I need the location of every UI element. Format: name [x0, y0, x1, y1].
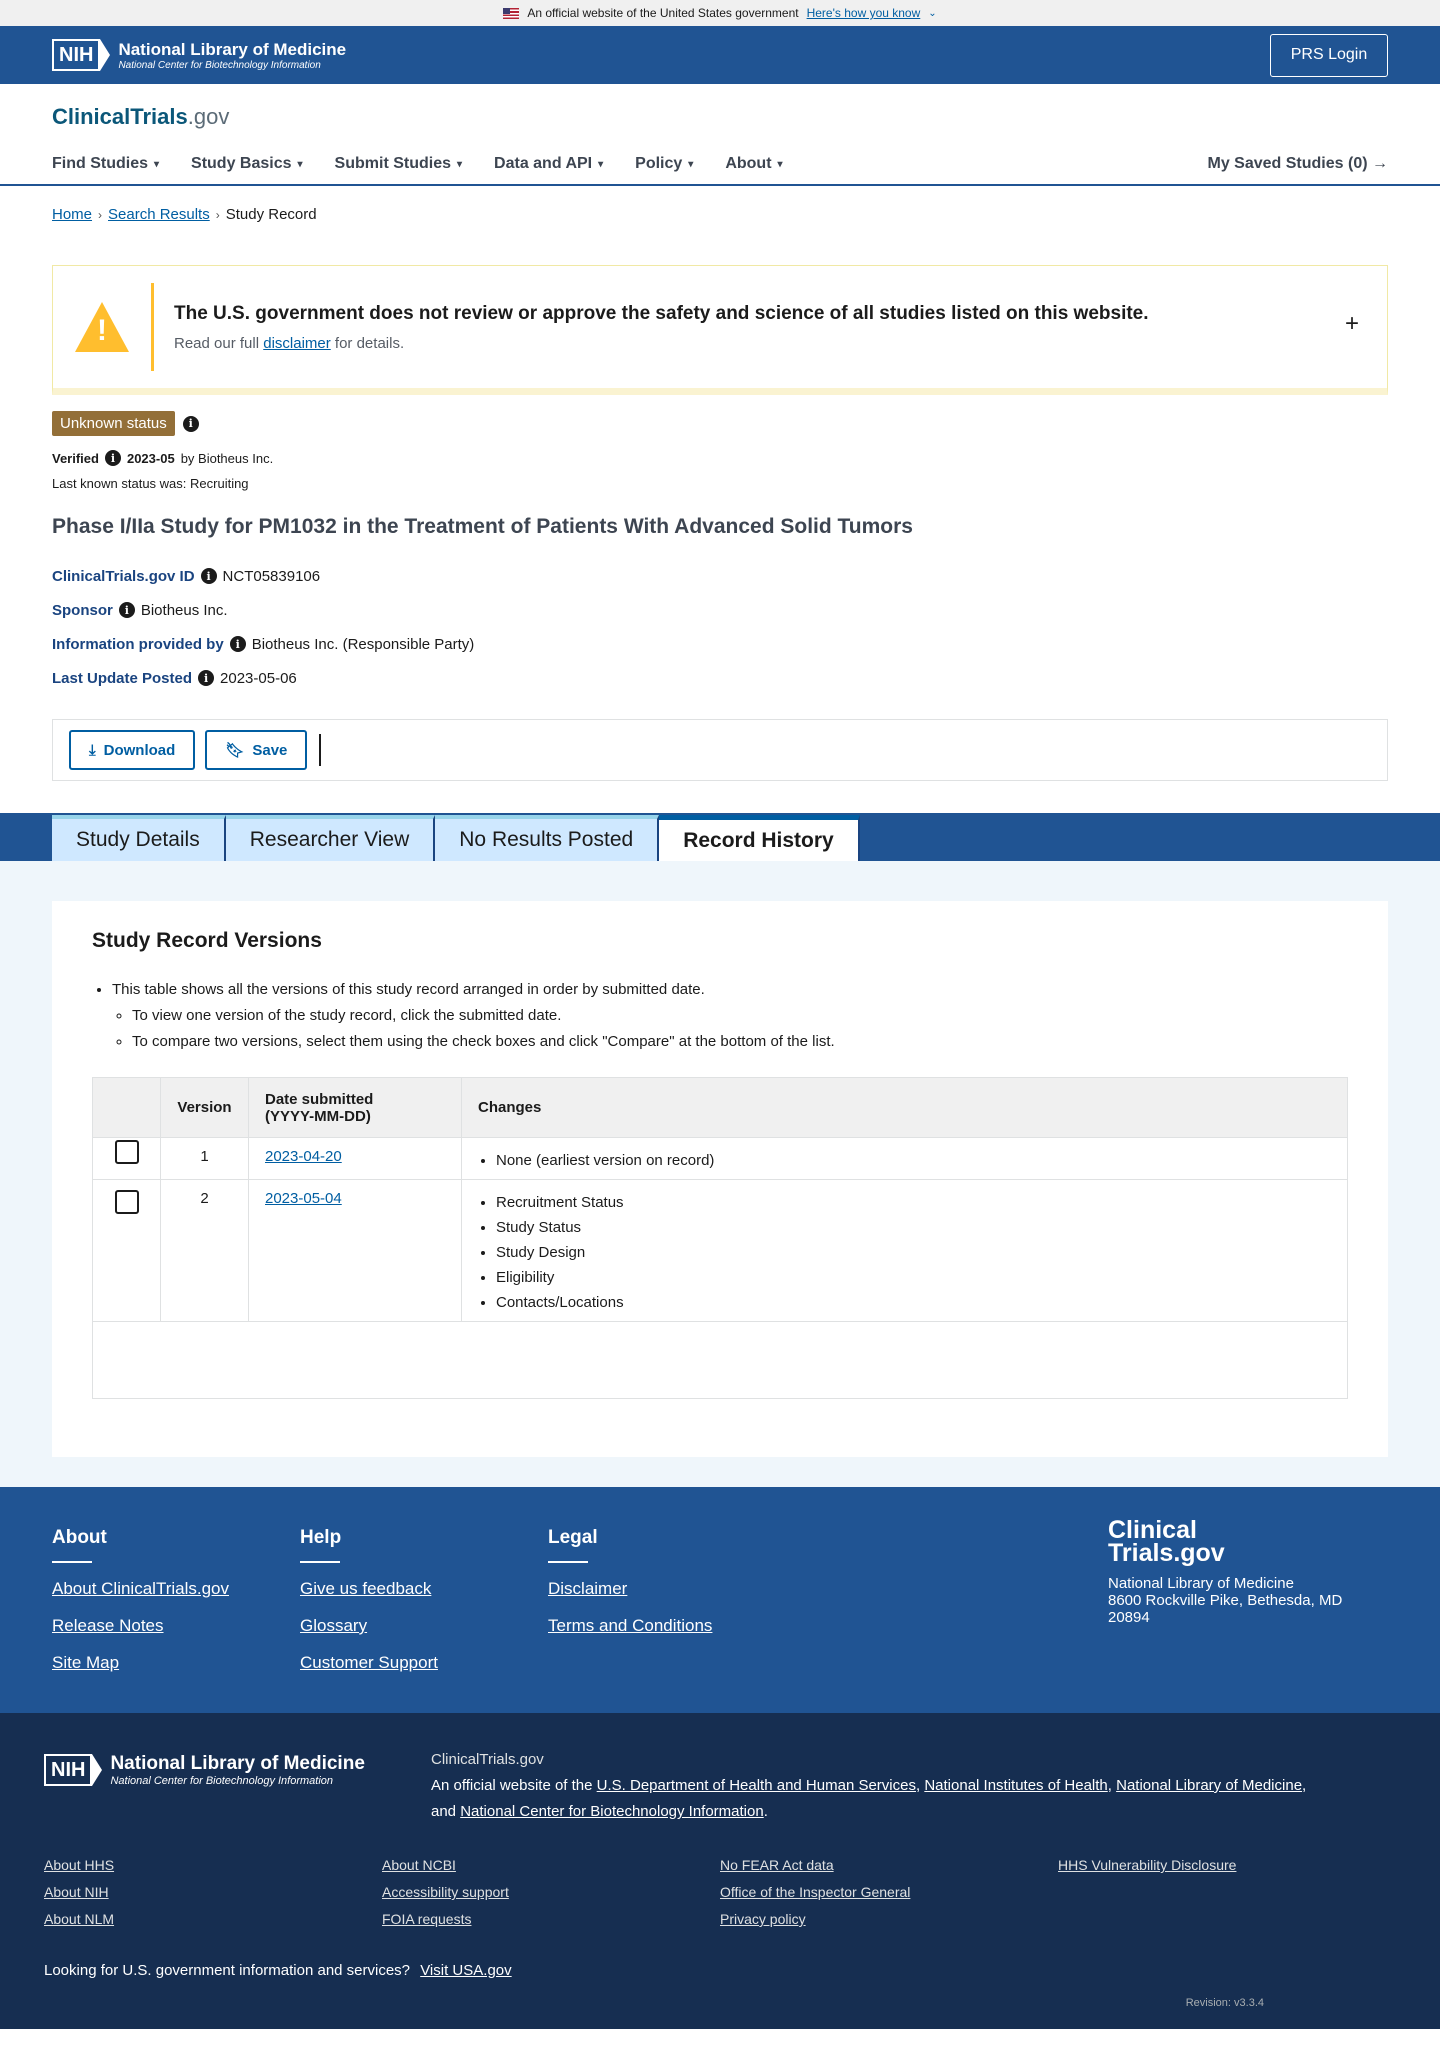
warning-icon: ! [75, 302, 129, 352]
nlm-link[interactable]: National Library of Medicine [1116, 1777, 1303, 1794]
info-icon[interactable]: i [198, 670, 214, 686]
study-actions [52, 719, 1388, 781]
footer-link[interactable]: Disclaimer [548, 1579, 628, 1598]
table-row: 2 2023-05-04 • Recruitment Status • Study Status • Study Design • Eligibility • Contacts/Locations [93, 1180, 1347, 1322]
study-status-area [0, 395, 1440, 695]
breadcrumb-current: Study Record [225, 206, 317, 223]
table-footer-empty [93, 1322, 1347, 1398]
footer-link[interactable]: Site Map [52, 1653, 120, 1672]
chevron-down-icon: ▾ [457, 158, 463, 170]
alert-title: The U.S. government does not review or approve the safety and science of all studies listed on this website. [174, 302, 1149, 324]
footer-link[interactable]: About ClinicalTrials.gov [52, 1579, 229, 1598]
download-icon: ⤓ [89, 741, 96, 759]
compare-checkbox[interactable] [115, 1190, 139, 1214]
info-icon[interactable]: i [105, 450, 121, 466]
info-icon[interactable]: i [119, 602, 135, 618]
usa-gov-line: Looking for U.S. government information and services? Visit USA.gov [44, 1962, 512, 1979]
footer-links [44, 1857, 1396, 1938]
us-flag-icon [503, 8, 519, 19]
chevron-right-icon: › [98, 207, 103, 222]
usa-gov-link[interactable]: Visit USA.gov [420, 1962, 512, 1979]
nav-find-studies[interactable]: Find Studies ▾ [52, 155, 160, 172]
nlm-footer [0, 1713, 1440, 2029]
main-nav [52, 144, 1388, 184]
save-button[interactable]: 🔖︎ Save [205, 730, 307, 770]
version-date-link[interactable]: 2023-05-04 [265, 1190, 342, 1207]
arrow-right-icon: → [1372, 155, 1388, 172]
header-date: Date submitted (YYYY-MM-DD) [249, 1078, 462, 1137]
chevron-down-icon: ⌄ [928, 7, 937, 19]
content-area [0, 861, 1440, 1487]
meta-row-sponsor: Sponsor i Biotheus Inc. [52, 601, 228, 619]
chevron-down-icon: ▾ [154, 158, 160, 170]
footer-link[interactable]: About NCBI [382, 1857, 456, 1873]
footer-link[interactable]: HHS Vulnerability Disclosure [1058, 1857, 1237, 1873]
footer-link[interactable]: About NIH [44, 1884, 109, 1900]
download-button[interactable]: ⤓ Download [69, 730, 195, 770]
footer-link[interactable]: Terms and Conditions [548, 1616, 713, 1635]
info-icon[interactable]: i [201, 568, 217, 584]
footer-link[interactable]: Privacy policy [720, 1911, 806, 1927]
site-footer [0, 1487, 1440, 1713]
my-saved-studies-link[interactable]: My Saved Studies (0) → [1207, 155, 1388, 172]
nav-about[interactable]: About ▾ [725, 155, 783, 172]
breadcrumb [0, 186, 1440, 243]
divider [319, 734, 321, 766]
footer-link[interactable]: Customer Support [300, 1653, 438, 1672]
site-header [0, 84, 1440, 186]
meta-row-nct-id: ClinicalTrials.gov ID i NCT05839106 [52, 567, 321, 585]
bookmark-icon: 🔖︎ [225, 742, 245, 759]
meta-row-provided-by: Information provided by i Biotheus Inc. (Responsible Party) [52, 635, 475, 653]
chevron-down-icon: ▾ [688, 158, 694, 170]
footer-link[interactable]: Office of the Inspector General [720, 1884, 911, 1900]
status-badge: Unknown status [52, 411, 175, 436]
chevron-right-icon: › [215, 207, 220, 222]
prs-login-button[interactable]: PRS Login [1270, 34, 1388, 77]
nlm-logo[interactable] [52, 39, 346, 71]
footer-official-info: ClinicalTrials.gov An official website of the U.S. Department of Health and Human Services, National Institutes of Health, National Library of Medicine, and National Center for Biotechnology Information. [431, 1751, 1307, 1820]
footer-link[interactable]: Accessibility support [382, 1884, 509, 1900]
footer-legal: Legal Disclaimer Terms and Conditions [548, 1527, 796, 1713]
expand-plus-icon[interactable]: + [1344, 310, 1359, 337]
verified-line: Verified i 2023-05 by Biotheus Inc. [52, 450, 274, 466]
clinicaltrials-logo[interactable]: ClinicalTrials.gov [52, 104, 230, 129]
footer-about: About About ClinicalTrials.gov Release Notes Site Map [52, 1527, 300, 1713]
breadcrumb-home[interactable]: Home [52, 206, 93, 223]
nav-policy[interactable]: Policy ▾ [635, 155, 694, 172]
ncbi-link[interactable]: National Center for Biotechnology Information [460, 1803, 764, 1820]
tab-no-results-posted[interactable]: No Results Posted [435, 815, 659, 861]
study-meta [52, 559, 1388, 695]
revision-label: Revision: v3.3.4 [1185, 1997, 1264, 2009]
header-version: Version [161, 1078, 249, 1137]
footer-link[interactable]: FOIA requests [382, 1911, 472, 1927]
footer-link[interactable]: Glossary [300, 1616, 368, 1635]
chevron-down-icon: ▾ [598, 158, 604, 170]
disclaimer-link[interactable]: disclaimer [263, 334, 331, 352]
compare-checkbox[interactable] [115, 1140, 139, 1164]
versions-title: Study Record Versions [92, 929, 322, 952]
study-tabs [0, 813, 1440, 861]
versions-table [92, 1077, 1348, 1399]
table-header [93, 1078, 1347, 1138]
info-icon[interactable]: i [230, 636, 246, 652]
header-changes: Changes [478, 1099, 542, 1116]
alert-subtext: Read our full disclaimer for details. [174, 334, 405, 352]
footer-link[interactable]: About HHS [44, 1857, 115, 1873]
study-record-versions-card [52, 901, 1388, 1457]
footer-link[interactable]: Release Notes [52, 1616, 164, 1635]
last-known-status: Last known status was: Recruiting [52, 476, 249, 491]
nlm-title: National Library of Medicine [118, 39, 347, 59]
tab-record-history[interactable]: Record History [659, 815, 860, 861]
nih-link[interactable]: National Institutes of Health [924, 1777, 1108, 1794]
tab-study-details[interactable]: Study Details [52, 815, 226, 861]
versions-notes: • This table shows all the versions of this study record arranged in order by submitted date. ◦ To view one version of the study record, click the submitted date. ◦ To compare two versions, select them using the check boxes and click "Compare" at the bottom of the list. [92, 977, 1348, 1055]
footer-link[interactable]: About NLM [44, 1911, 115, 1927]
heres-how-you-know-link[interactable]: Here's how you know [806, 6, 921, 20]
nih-logo-box: NIH [52, 39, 100, 71]
hhs-link[interactable]: U.S. Department of Health and Human Services [596, 1777, 916, 1794]
nlm-footer-logo[interactable]: NIH National Library of Medicine National Center for Biotechnology Information [44, 1753, 431, 1787]
footer-help: Help Give us feedback Glossary Customer Support [300, 1527, 548, 1713]
gov-banner-text: An official website of the United States government [527, 6, 799, 20]
footer-brand: Clinical Trials.gov National Library of Medicine 8600 Rockville Pike, Bethesda, MD 20894 [1108, 1516, 1343, 1626]
nlm-header [0, 26, 1440, 84]
info-icon[interactable]: i [183, 416, 199, 432]
footer-link[interactable]: Give us feedback [300, 1579, 432, 1598]
disclaimer-alert [52, 265, 1388, 395]
study-title: Phase I/IIa Study for PM1032 in the Treatment of Patients With Advanced Solid Tumors [52, 515, 913, 538]
ncbi-subtitle: National Center for Biotechnology Information [118, 59, 321, 71]
nav-study-basics[interactable]: Study Basics ▾ [191, 155, 303, 172]
version-date-link[interactable]: 2023-04-20 [265, 1148, 342, 1165]
nav-submit-studies[interactable]: Submit Studies ▾ [334, 155, 463, 172]
breadcrumb-search-results[interactable]: Search Results [108, 206, 210, 223]
gov-banner [0, 0, 1440, 26]
table-row: 1 2023-04-20 • None (earliest version on record) [93, 1138, 1347, 1180]
chevron-down-icon: ▾ [777, 158, 783, 170]
footer-link[interactable]: No FEAR Act data [720, 1857, 834, 1873]
tab-researcher-view[interactable]: Researcher View [226, 815, 436, 861]
meta-row-last-update: Last Update Posted i 2023-05-06 [52, 669, 297, 687]
nav-data-and-api[interactable]: Data and API ▾ [494, 155, 604, 172]
chevron-down-icon: ▾ [297, 158, 303, 170]
